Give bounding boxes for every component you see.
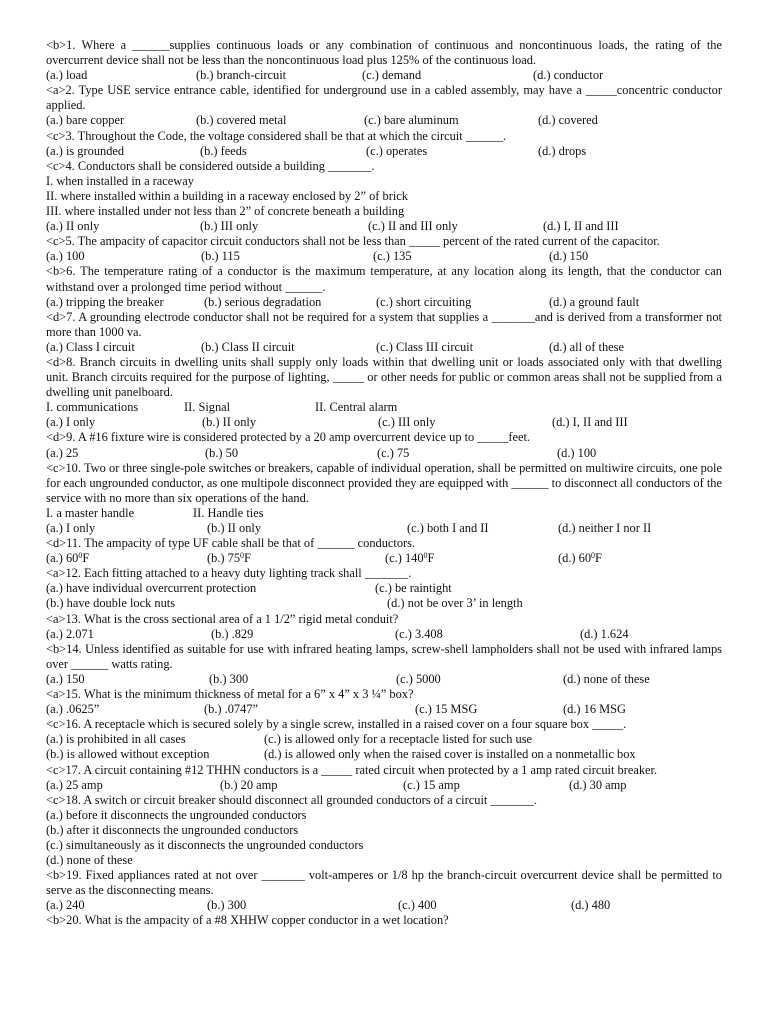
option[interactable]: (b.) branch-circuit	[196, 68, 287, 83]
question-stem: <d>11. The ampacity of type UF cable shall be that of ______ conductors.	[46, 536, 416, 551]
option[interactable]: (a.) 150	[46, 671, 85, 686]
option[interactable]: (b.) .0747”	[204, 702, 259, 717]
option[interactable]: (c.) short circuiting	[376, 294, 472, 309]
option[interactable]: (a.) I only	[46, 415, 96, 430]
question-12	[46, 566, 722, 611]
option[interactable]: (a.) bare copper	[46, 113, 125, 128]
answer-options	[46, 747, 722, 762]
option[interactable]: (b.) serious degradation	[204, 294, 322, 309]
statement-line: I. when installed in a raceway	[46, 173, 194, 188]
option[interactable]: (d.) 150	[549, 249, 589, 264]
option[interactable]: (b.) Class II circuit	[201, 339, 295, 354]
question-stem: <d>8. Branch circuits in dwelling units shall supply only loads within that dwelling unit or loads associated only with that dwelling unit. Branch circuits required for the purpose of lighting, _____ or other needs for public or common areas shall not be supplied from a dwelling unit panelboard.	[46, 354, 722, 400]
option[interactable]: (a.) Class I circuit	[46, 339, 135, 354]
option[interactable]: (a.) have individual overcurrent protection	[46, 581, 257, 596]
answer-options	[46, 596, 722, 611]
question-stem: <a>2. Type USE service entrance cable, identified for underground use in a cabled assembly, may have a _____concentric conductor applied.	[46, 83, 722, 113]
option[interactable]: (b.) feeds	[200, 143, 247, 158]
question-18	[46, 793, 722, 868]
statement-line: II. where installed within a building in a raceway enclosed by 2” of brick	[46, 188, 408, 203]
statement-line: III. where installed under not less than 2” of concrete beneath a building	[46, 204, 405, 219]
question-3	[46, 129, 722, 159]
option[interactable]: (d.) not be over 3’ in length	[387, 596, 523, 611]
question-6	[46, 264, 722, 309]
question-stem: <b>20. What is the ampacity of a #8 XHHW copper conductor in a wet location?	[46, 913, 449, 928]
option[interactable]: (d.) is allowed only when the raised cover is installed on a nonmetallic box	[264, 747, 636, 762]
statement: I. communications	[46, 400, 139, 415]
answer-options	[46, 144, 722, 159]
option[interactable]: (d.) none of these	[46, 853, 133, 868]
option[interactable]: (a.) tripping the breaker	[46, 294, 164, 309]
option[interactable]: (d.) covered	[538, 113, 598, 128]
option[interactable]: (d.) none of these	[563, 671, 650, 686]
option[interactable]: (a.) I only	[46, 521, 96, 535]
answer-options	[46, 778, 722, 793]
question-stem: <c>17. A circuit containing #12 THHN conductors is a _____ rated circuit when protected by a 1 amp rated circuit breaker.	[46, 762, 658, 777]
question-stem: <c>3. Throughout the Code, the voltage considered shall be that at which the circuit ______.	[46, 128, 507, 143]
degree-mark: 0	[240, 551, 245, 561]
option[interactable]: (c.) Class III circuit	[376, 339, 474, 354]
question-14	[46, 642, 722, 687]
question-8	[46, 355, 722, 430]
question-10	[46, 461, 722, 536]
option[interactable]	[207, 551, 385, 566]
option[interactable]: (b.) have double lock nuts	[46, 596, 176, 611]
option[interactable]: (c.) 3.408	[395, 626, 443, 641]
option[interactable]: (c.) operates	[366, 143, 428, 158]
answer-options	[46, 898, 722, 913]
option[interactable]: (b.) covered metal	[196, 113, 287, 128]
option[interactable]: (d.) drops	[538, 143, 587, 158]
question-2	[46, 83, 722, 128]
option[interactable]: (b.) after it disconnects the ungrounded conductors	[46, 822, 299, 837]
question-9	[46, 430, 722, 460]
option[interactable]: (d.) 16 MSG	[563, 702, 626, 717]
answer-options	[46, 446, 722, 461]
option-text: (a.) 60	[46, 551, 79, 566]
question-7	[46, 310, 722, 355]
option[interactable]: (d.) 100	[557, 445, 597, 460]
option-unit: F	[82, 551, 90, 566]
question-4	[46, 159, 722, 234]
option[interactable]: (c.) bare aluminum	[364, 113, 459, 128]
option[interactable]: (a.) load	[46, 68, 88, 83]
option[interactable]	[385, 551, 558, 566]
option-unit: F	[595, 551, 602, 566]
degree-mark: 0	[591, 551, 596, 561]
question-stem: <c>16. A receptacle which is secured solely by a single screw, installed in a raised cover on a four square box _____.	[46, 717, 627, 732]
option[interactable]: (b.) .829	[211, 626, 254, 641]
question-16	[46, 717, 722, 762]
option[interactable]: (d.) I, II and III	[543, 219, 619, 234]
option-text: (c.) 140	[385, 551, 424, 566]
option[interactable]: (a.) 25	[46, 445, 79, 460]
option[interactable]: (d.) 30 amp	[569, 777, 627, 792]
statement-options	[46, 400, 722, 415]
question-stem: <c>5. The ampacity of capacitor circuit conductors shall not be less than _____ percent of the rated current of the capacitor.	[46, 234, 660, 249]
answer-options	[46, 113, 722, 128]
option[interactable]: (b.) 300	[209, 671, 249, 686]
option[interactable]	[46, 551, 207, 566]
option-text: (b.) 75	[207, 551, 241, 566]
option[interactable]: (d.) I, II and III	[552, 415, 628, 430]
question-stem: <b>14. Unless identified as suitable for use with infrared heating lamps, screw-shell lampholders shall not be used with infrared lamps over ______ watts rating.	[46, 641, 722, 671]
option[interactable]: (d.) 480	[571, 898, 611, 913]
question-stem: <d>7. A grounding electrode conductor shall not be required for a system that supplies a _______and is derived from a transformer not more than 1000 va.	[46, 309, 722, 339]
option[interactable]: (c.) 5000	[396, 671, 441, 686]
question-stem: <c>10. Two or three single-pole switches or breakers, capable of individual operation, shall be permitted on multiwire circuits, one pole for each ungrounded conductor, as one multipole disconnect provided they are equipped with ______ to disconnect all conductors of the service with no more than six operations of the hand.	[46, 460, 722, 505]
question-stem: <c>4. Conductors shall be considered outside a building _______.	[46, 158, 375, 173]
option[interactable]: (a.) before it disconnects the ungrounded conductors	[46, 807, 307, 822]
answer-options	[46, 415, 722, 430]
option[interactable]: (a.) 2.071	[46, 626, 94, 641]
option[interactable]: (d.) 1.624	[580, 626, 629, 641]
option[interactable]: (c.) 75	[377, 445, 410, 460]
statement: II. Signal	[184, 400, 231, 415]
answer-options	[46, 627, 722, 642]
statement-options	[46, 506, 722, 521]
statement: II. Handle ties	[193, 505, 264, 520]
answer-options	[46, 340, 722, 355]
option[interactable]: (b.) 300	[207, 898, 247, 913]
question-5	[46, 234, 722, 264]
question-stem: <a>15. What is the minimum thickness of metal for a 6” x 4” x 3 ¼” box?	[46, 687, 414, 702]
option[interactable]: (d.) a ground fault	[549, 294, 640, 309]
option[interactable]: (c.) 400	[398, 898, 437, 913]
answer-options	[46, 521, 722, 536]
option[interactable]: (c.) both I and II	[407, 521, 489, 535]
question-stem: <d>9. A #16 fixture wire is considered protected by a 20 amp overcurrent device up to _____feet.	[46, 430, 530, 445]
answer-options	[46, 732, 722, 747]
option[interactable]: (d.) all of these	[549, 339, 625, 354]
option[interactable]: (b.) 50	[205, 445, 239, 460]
option[interactable]: (b.) 115	[201, 249, 240, 264]
option[interactable]: (c.) 15 MSG	[415, 702, 478, 717]
option[interactable]: (a.) 240	[46, 898, 85, 913]
statement: I. a master handle	[46, 505, 135, 520]
answer-options	[46, 249, 722, 264]
option[interactable]: (c.) 15 amp	[403, 777, 460, 792]
question-19	[46, 868, 722, 913]
question-15	[46, 687, 722, 717]
question-1	[46, 38, 722, 83]
option-unit: F	[244, 551, 251, 566]
question-stem: <b>19. Fixed appliances rated at not over _______ volt-amperes or 1/8 hp the branch-circuit overcurrent device shall be permitted to serve as the disconnecting means.	[46, 868, 722, 898]
question-stem: <b>1. Where a ______supplies continuous loads or any combination of continuous and noncontinuous loads, the rating of the overcurrent device shall not be less than the noncontinuous load plus 125% of the continuous load.	[46, 38, 722, 68]
option-text: (d.) 60	[558, 551, 592, 566]
answer-options	[46, 219, 722, 234]
option[interactable]: (d.) conductor	[533, 68, 604, 83]
option-unit: F	[427, 551, 435, 566]
question-11	[46, 536, 722, 566]
answer-options	[46, 551, 722, 566]
option[interactable]: (a.) 25 amp	[46, 777, 103, 792]
answer-options	[46, 702, 722, 717]
degree-mark: 0	[423, 551, 428, 561]
question-13	[46, 612, 722, 642]
question-20	[46, 913, 722, 928]
answer-options	[46, 295, 722, 310]
option[interactable]: (a.) 100	[46, 249, 85, 264]
option[interactable]: (c.) simultaneously as it disconnects the ungrounded conductors	[46, 837, 364, 852]
option[interactable]: (b.) II only	[207, 521, 262, 535]
degree-mark: 0	[78, 551, 83, 561]
option[interactable]: (c.) is allowed only for a receptacle listed for such use	[264, 732, 533, 747]
option[interactable]: (a.) II only	[46, 219, 100, 234]
statement: II. Central alarm	[315, 400, 398, 415]
question-stem: <b>6. The temperature rating of a conductor is the maximum temperature, at any location along its length, that the conductor can withstand over a prolonged time period without ______.	[46, 264, 722, 294]
option[interactable]	[558, 551, 602, 566]
question-stem: <a>13. What is the cross sectional area of a 1 1/2” rigid metal conduit?	[46, 611, 399, 626]
option[interactable]: (c.) demand	[362, 68, 422, 83]
option[interactable]: (c.) II and III only	[368, 219, 458, 234]
option[interactable]: (d.) neither I nor II	[558, 521, 652, 535]
option[interactable]: (c.) III only	[378, 415, 436, 430]
question-17	[46, 763, 722, 793]
question-stem: <a>12. Each fitting attached to a heavy duty lighting track shall _______.	[46, 566, 412, 581]
option[interactable]: (b.) II only	[202, 415, 257, 430]
option[interactable]: (b.) is allowed without exception	[46, 747, 210, 762]
option[interactable]: (b.) 20 amp	[220, 777, 278, 792]
option[interactable]: (a.) is prohibited in all cases	[46, 732, 186, 747]
option[interactable]: (c.) be raintight	[375, 581, 452, 596]
answer-options	[46, 672, 722, 687]
option[interactable]: (c.) 135	[373, 249, 412, 264]
option[interactable]: (b.) III only	[200, 219, 259, 234]
option[interactable]: (a.) is grounded	[46, 143, 125, 158]
answer-options	[46, 581, 722, 596]
answer-options	[46, 68, 722, 83]
option[interactable]: (a.) .0625”	[46, 702, 100, 717]
question-stem: <c>18. A switch or circuit breaker should disconnect all grounded conductors of a circuit _______.	[46, 792, 537, 807]
